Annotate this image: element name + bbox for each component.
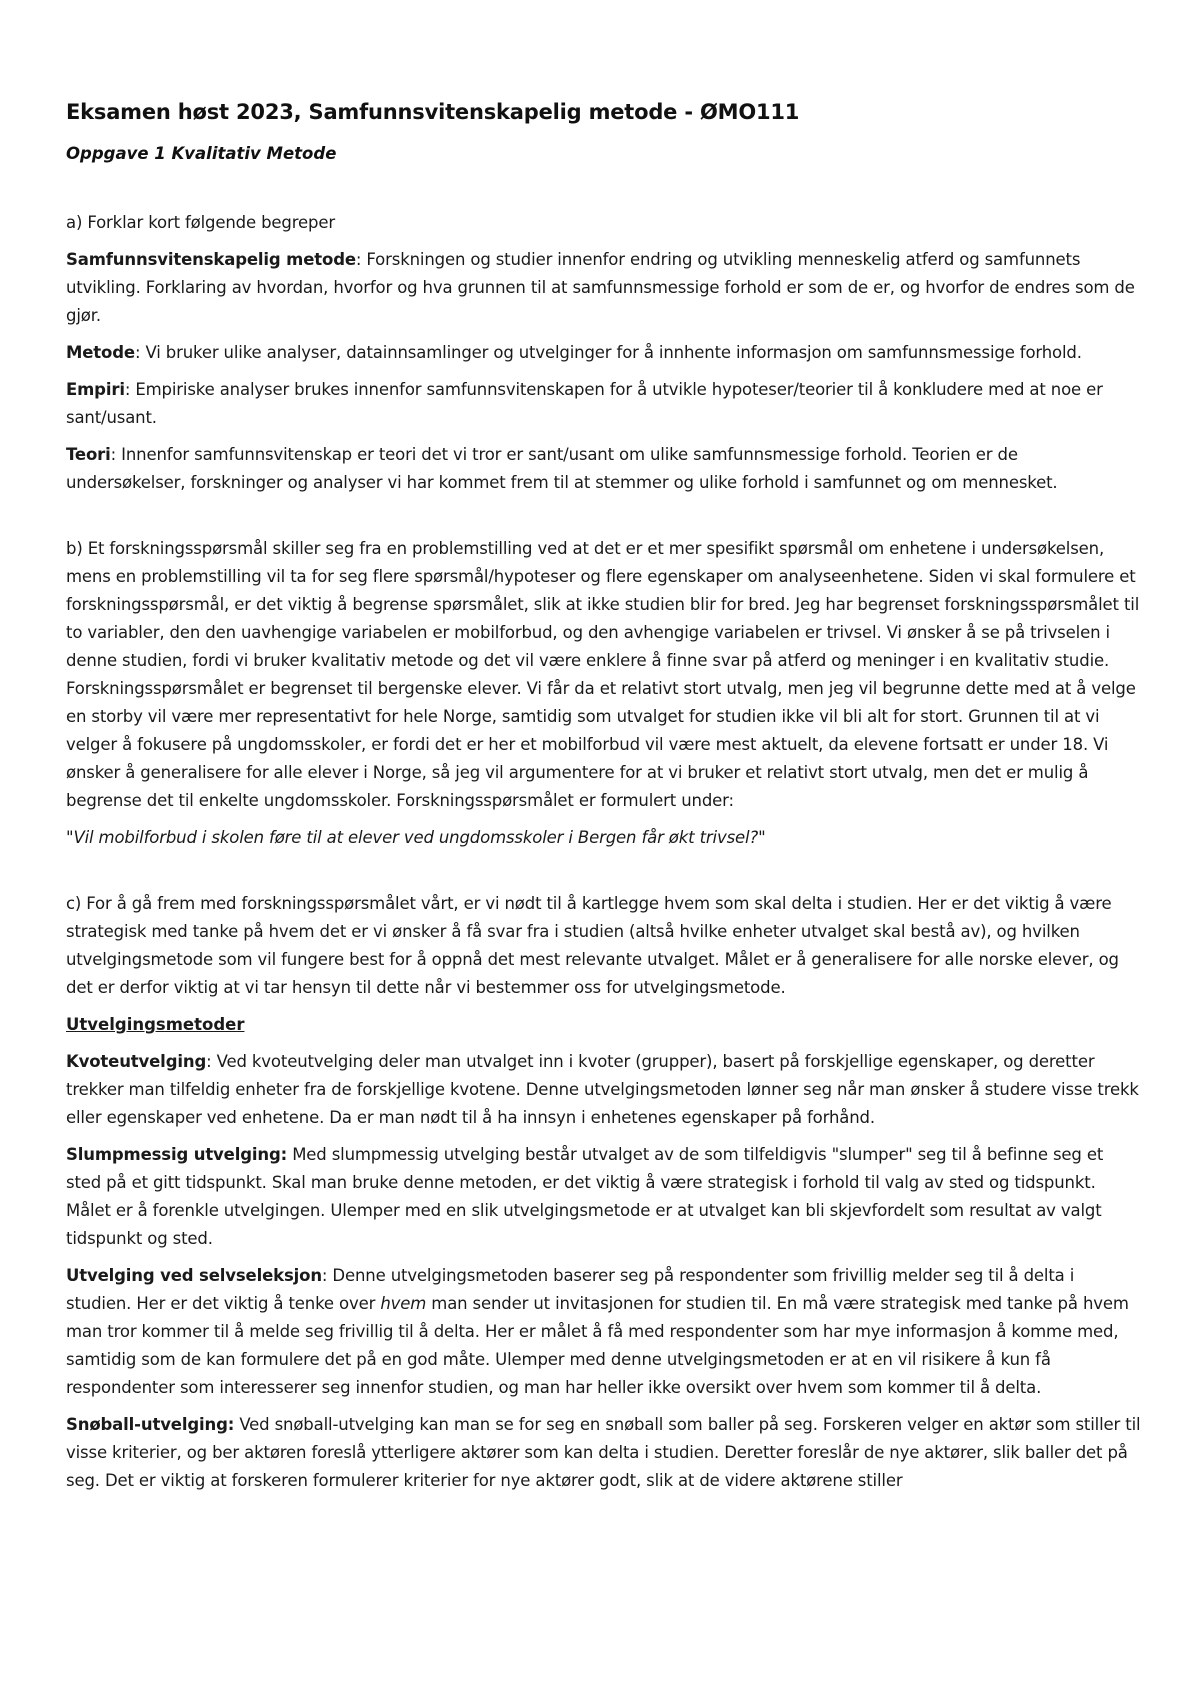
method-text-after: man sender ut invitasjonen for studien til. En må være strategisk med tanke på hvem man tror kommer til å melde seg frivillig til å delta. Her er målet å få med respondenter som har mye informasjon å komme med, samtidig som de kan formulere det på en god måte. Ulemper med denne utvelgingsmetoden er at en vil risikere å kun få respondenter som interesserer seg innenfor studien, og man har heller ikke oversikt over hvem som kommer til å delta. — [66, 1294, 1129, 1397]
term-label: Teori — [66, 445, 111, 464]
method-selvseleksjon — [66, 1262, 1141, 1402]
section-heading-utvelgingsmetoder: Utvelgingsmetoder — [66, 1015, 245, 1034]
method-kvoteutvelging — [66, 1048, 1141, 1132]
definition-text: : Empiriske analyser brukes innenfor samfunnsvitenskapen for å utvikle hypoteser/teorier til å konkludere med at noe er sant/usant. — [66, 380, 1103, 427]
research-question: "Vil mobilforbud i skolen føre til at elever ved ungdomsskoler i Bergen får økt trivsel?" — [66, 828, 766, 847]
definition-text: : Vi bruker ulike analyser, datainnsamlinger og utvelginger for å innhente informasjon om samfunnsmessige forhold. — [134, 343, 1082, 362]
term-label: Samfunnsvitenskapelig metode — [66, 250, 356, 269]
term-label: Empiri — [66, 380, 125, 399]
page-title: Eksamen høst 2023, Samfunnsvitenskapelig metode - ØMO111 — [66, 100, 800, 124]
document-content — [66, 100, 1141, 1504]
part-b-text: b) Et forskningsspørsmål skiller seg fra en problemstilling ved at det er et mer spesifikt spørsmål om enhetene i undersøkelsen, mens en problemstilling vil ta for seg flere spørsmål/hypoteser og flere egenskaper om analyseenhetene. Siden vi skal formulere et forskningsspørsmål, er det viktig å begrense spørsmålet, slik at ikke studien blir for bred. Jeg har begrenset forskningsspørsmålet til to variabler, den den uavhengige variabelen er mobilforbud, og den avhengige variabelen er trivsel. Vi ønsker å se på trivselen i denne studien, fordi vi bruker kvalitativ metode og det vil være enklere å finne svar på atferd og meninger i en kvalitativ studie. Forskningsspørsmålet er begrenset til bergenske elever. Vi får da et relativt stort utvalg, men jeg vil begrunne dette med at å velge en storby vil være mer representativt for hele Norge, samtidig som utvalget for studien ikke vil bli alt for stort. Grunnen til at vi velger å fokusere på ungdomsskoler, er fordi det er her et mobilforbud vil være mest aktuelt, da elevene fortsatt er under 18. Vi ønsker å generalisere for alle elever i Norge, så jeg vil argumentere for at vi bruker et relativt stort utvalg, men det er mulig å begrense det til enkelte ungdomsskoler. Forskningsspørsmålet er formulert under: — [66, 539, 1140, 810]
method-text-before: : Denne utvelgingsmetoden baserer seg på respondenter som frivillig melder seg til å delta i studien. Her er det viktig å tenke over — [66, 1266, 1075, 1313]
method-text: Med slumpmessig utvelging består utvalget av de som tilfeldigvis "slumper" seg til å befinne seg et sted på et gitt tidspunkt. Skal man bruke denne metoden, er det viktig å være strategisk i forhold til valg av sted og tidspunkt. Målet er å forenkle utvelgingen. Ulemper med en slik utvelgingsmetode er at utvalget kan bli skjevfordelt som resultat av valgt tidspunkt og sted. — [66, 1145, 1104, 1248]
part-a-intro: a) Forklar kort følgende begreper — [66, 213, 335, 232]
definition-samfunnsvitenskapelig-metode — [66, 246, 1141, 330]
term-label: Metode — [66, 343, 135, 362]
definition-empiri — [66, 376, 1141, 432]
method-text: : Ved kvoteutvelging deler man utvalget inn i kvoter (grupper), basert på forskjellige egenskaper, og deretter trekker man tilfeldig enheter fra de forskjellige kvotene. Denne utvelgingsmetoden lønner seg når man ønsker å studere visse trekk eller egenskaper ved enhetene. Da er man nødt til å ha innsyn i enhetenes egenskaper på forhånd. — [66, 1052, 1139, 1127]
term-label: Slumpmessig utvelging: — [66, 1145, 288, 1164]
task-subtitle: Oppgave 1 Kvalitativ Metode — [66, 144, 337, 163]
method-snoball-utvelging — [66, 1411, 1141, 1495]
part-c-intro: c) For å gå frem med forskningsspørsmålet vårt, er vi nødt til å kartlegge hvem som skal delta i studien. Her er det viktig å være strategisk med tanke på hvem det er vi ønsker å få svar fra i studien (altså hvilke enheter utvalget skal bestå av), og hvilken utvelgingsmetode som vil fungere best for å oppnå det mest relevante utvalget. Målet er å generalisere for alle norske elever, og det er derfor viktig at vi tar hensyn til dette når vi bestemmer oss for utvelgingsmetode. — [66, 894, 1119, 997]
definition-text: : Forskningen og studier innenfor endring og utvikling menneskelig atferd og samfunnets utvikling. Forklaring av hvordan, hvorfor og hva grunnen til at samfunnsmessige forhold er som de er, og hvorfor de endres som de gjør. — [66, 250, 1135, 325]
term-label: Kvoteutvelging — [66, 1052, 207, 1071]
definition-text: : Innenfor samfunnsvitenskap er teori det vi tror er sant/usant om ulike samfunnsmessige forhold. Teorien er de undersøkelser, forskninger og analyser vi har kommet frem til at stemmer og ulike forhold i samfunnet og om mennesket. — [66, 445, 1058, 492]
term-label: Utvelging ved selvseleksjon — [66, 1266, 322, 1285]
emphasis-word: hvem — [380, 1294, 427, 1313]
method-slumpmessig-utvelging — [66, 1141, 1141, 1253]
method-text: Ved snøball-utvelging kan man se for seg en snøball som baller på seg. Forskeren velger en aktør som stiller til visse kriterier, og ber aktøren foreslå ytterligere aktører som kan delta i studien. Deretter foreslår de nye aktører, slik baller det på seg. Det er viktig at forskeren formulerer kriterier for nye aktører godt, slik at de videre aktørene stiller — [66, 1415, 1141, 1490]
term-label: Snøball-utvelging: — [66, 1415, 235, 1434]
definition-teori — [66, 441, 1141, 497]
definition-metode — [66, 339, 1141, 367]
